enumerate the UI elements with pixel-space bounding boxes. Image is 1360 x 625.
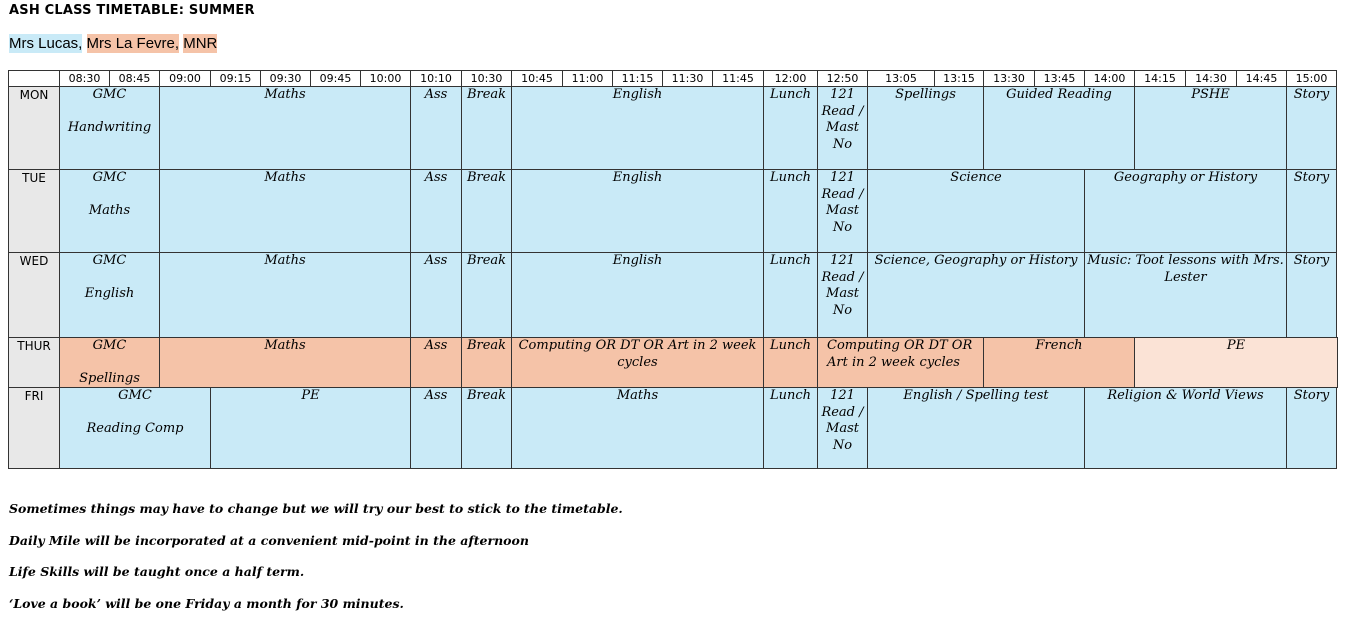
lesson-english: English — [512, 87, 764, 170]
time-0845: 08:45 — [110, 71, 160, 87]
time-1045: 10:45 — [512, 71, 563, 87]
lesson-break: Break — [462, 388, 512, 469]
note-item: Sometimes things may have to change but we will try our best to stick to the timetable. — [9, 499, 623, 531]
teacher-legend — [9, 34, 217, 53]
lesson-pshe: PSHE — [1135, 87, 1287, 170]
lesson-reading: 121 Read / Mast No — [818, 253, 868, 338]
time-1500: 15:00 — [1287, 71, 1337, 87]
lesson-break: Break — [462, 170, 512, 253]
lesson-maths: Maths — [160, 87, 411, 170]
row-tuesday — [9, 170, 1338, 253]
lesson-gmc — [60, 87, 160, 170]
row-wednesday — [9, 253, 1338, 338]
lesson-assembly: Ass — [411, 388, 462, 469]
lesson-gmc — [60, 388, 211, 469]
time-0915: 09:15 — [211, 71, 261, 87]
time-1305: 13:05 — [868, 71, 935, 87]
lesson-maths: Maths — [512, 388, 764, 469]
time-1130: 11:30 — [663, 71, 713, 87]
lesson-label: GMC — [93, 338, 127, 353]
time-0930: 09:30 — [261, 71, 311, 87]
lesson-sublabel: English — [60, 286, 159, 303]
lesson-maths: Maths — [160, 253, 411, 338]
time-1115: 11:15 — [613, 71, 663, 87]
lesson-sublabel: Reading Comp — [60, 421, 210, 438]
lesson-gmc — [60, 253, 160, 338]
lesson-music: Music: Toot lessons with Mrs. Lester — [1085, 253, 1287, 338]
time-1445: 14:45 — [1237, 71, 1287, 87]
lesson-guided-reading: Guided Reading — [984, 87, 1135, 170]
time-1315: 13:15 — [935, 71, 984, 87]
time-1145: 11:45 — [713, 71, 764, 87]
lesson-maths: Maths — [160, 170, 411, 253]
note-item: Daily Mile will be incorporated at a convenient mid-point in the afternoon — [9, 531, 623, 563]
lesson-english: English — [512, 170, 764, 253]
time-0830: 08:30 — [60, 71, 110, 87]
legend-teacher-1: Mrs Lucas, — [9, 34, 82, 53]
lesson-lunch: Lunch — [764, 338, 818, 388]
corner-cell — [9, 71, 60, 87]
lesson-sublabel: Handwriting — [60, 120, 159, 137]
row-friday — [9, 388, 1338, 469]
lesson-assembly: Ass — [411, 87, 462, 170]
lesson-english-spelling-test: English / Spelling test — [868, 388, 1085, 469]
lesson-french: French — [984, 338, 1135, 388]
legend-teacher-2: Mrs La Fevre, — [87, 34, 180, 53]
lesson-story: Story — [1287, 170, 1337, 253]
lesson-pe: PE — [1135, 338, 1338, 388]
lesson-break: Break — [462, 87, 512, 170]
lesson-sublabel: Spellings — [60, 371, 159, 388]
lesson-label: GMC — [93, 253, 127, 268]
lesson-science: Science — [868, 170, 1085, 253]
time-1400: 14:00 — [1085, 71, 1135, 87]
time-header-row — [9, 71, 1338, 87]
lesson-lunch: Lunch — [764, 87, 818, 170]
lesson-lunch: Lunch — [764, 388, 818, 469]
notes — [9, 499, 623, 625]
time-1430: 14:30 — [1186, 71, 1237, 87]
lesson-story: Story — [1287, 253, 1337, 338]
lesson-story: Story — [1287, 388, 1337, 469]
time-1415: 14:15 — [1135, 71, 1186, 87]
lesson-computing-dt-art: Computing OR DT OR Art in 2 week cycles — [512, 338, 764, 388]
lesson-gmc — [60, 170, 160, 253]
timetable — [8, 70, 1338, 469]
day-label: FRI — [9, 388, 60, 469]
time-1030: 10:30 — [462, 71, 512, 87]
day-label: MON — [9, 87, 60, 170]
lesson-sublabel: Maths — [60, 203, 159, 220]
time-1100: 11:00 — [563, 71, 613, 87]
time-0945: 09:45 — [311, 71, 361, 87]
lesson-label: GMC — [93, 170, 127, 185]
time-1200: 12:00 — [764, 71, 818, 87]
legend-teacher-3: MNR — [183, 34, 217, 53]
row-monday — [9, 87, 1338, 170]
note-item: ‘Love a book’ will be one Friday a month for 30 minutes. — [9, 594, 623, 625]
page-title: ASH CLASS TIMETABLE: SUMMER — [9, 3, 255, 18]
lesson-break: Break — [462, 253, 512, 338]
lesson-lunch: Lunch — [764, 170, 818, 253]
time-1330: 13:30 — [984, 71, 1035, 87]
note-item: Life Skills will be taught once a half term. — [9, 562, 623, 594]
time-1345: 13:45 — [1035, 71, 1085, 87]
lesson-pe: PE — [211, 388, 411, 469]
time-1000: 10:00 — [361, 71, 411, 87]
day-label: WED — [9, 253, 60, 338]
lesson-spellings: Spellings — [868, 87, 984, 170]
time-1250: 12:50 — [818, 71, 868, 87]
lesson-english: English — [512, 253, 764, 338]
lesson-reading: 121 Read / Mast No — [818, 388, 868, 469]
lesson-story: Story — [1287, 87, 1337, 170]
lesson-geography-history: Geography or History — [1085, 170, 1287, 253]
lesson-science-geography-history: Science, Geography or History — [868, 253, 1085, 338]
lesson-break: Break — [462, 338, 512, 388]
lesson-label: GMC — [93, 87, 127, 102]
lesson-assembly: Ass — [411, 338, 462, 388]
lesson-reading: 121 Read / Mast No — [818, 170, 868, 253]
time-0900: 09:00 — [160, 71, 211, 87]
lesson-religion-world-views: Religion & World Views — [1085, 388, 1287, 469]
time-1010: 10:10 — [411, 71, 462, 87]
lesson-lunch: Lunch — [764, 253, 818, 338]
lesson-maths: Maths — [160, 338, 411, 388]
lesson-gmc — [60, 338, 160, 388]
day-label: THUR — [9, 338, 60, 388]
lesson-label: GMC — [118, 388, 152, 403]
lesson-reading: 121 Read / Mast No — [818, 87, 868, 170]
lesson-computing-dt-art-afternoon: Computing OR DT OR Art in 2 week cycles — [818, 338, 984, 388]
row-thursday — [9, 338, 1338, 388]
lesson-assembly: Ass — [411, 253, 462, 338]
lesson-assembly: Ass — [411, 170, 462, 253]
day-label: TUE — [9, 170, 60, 253]
